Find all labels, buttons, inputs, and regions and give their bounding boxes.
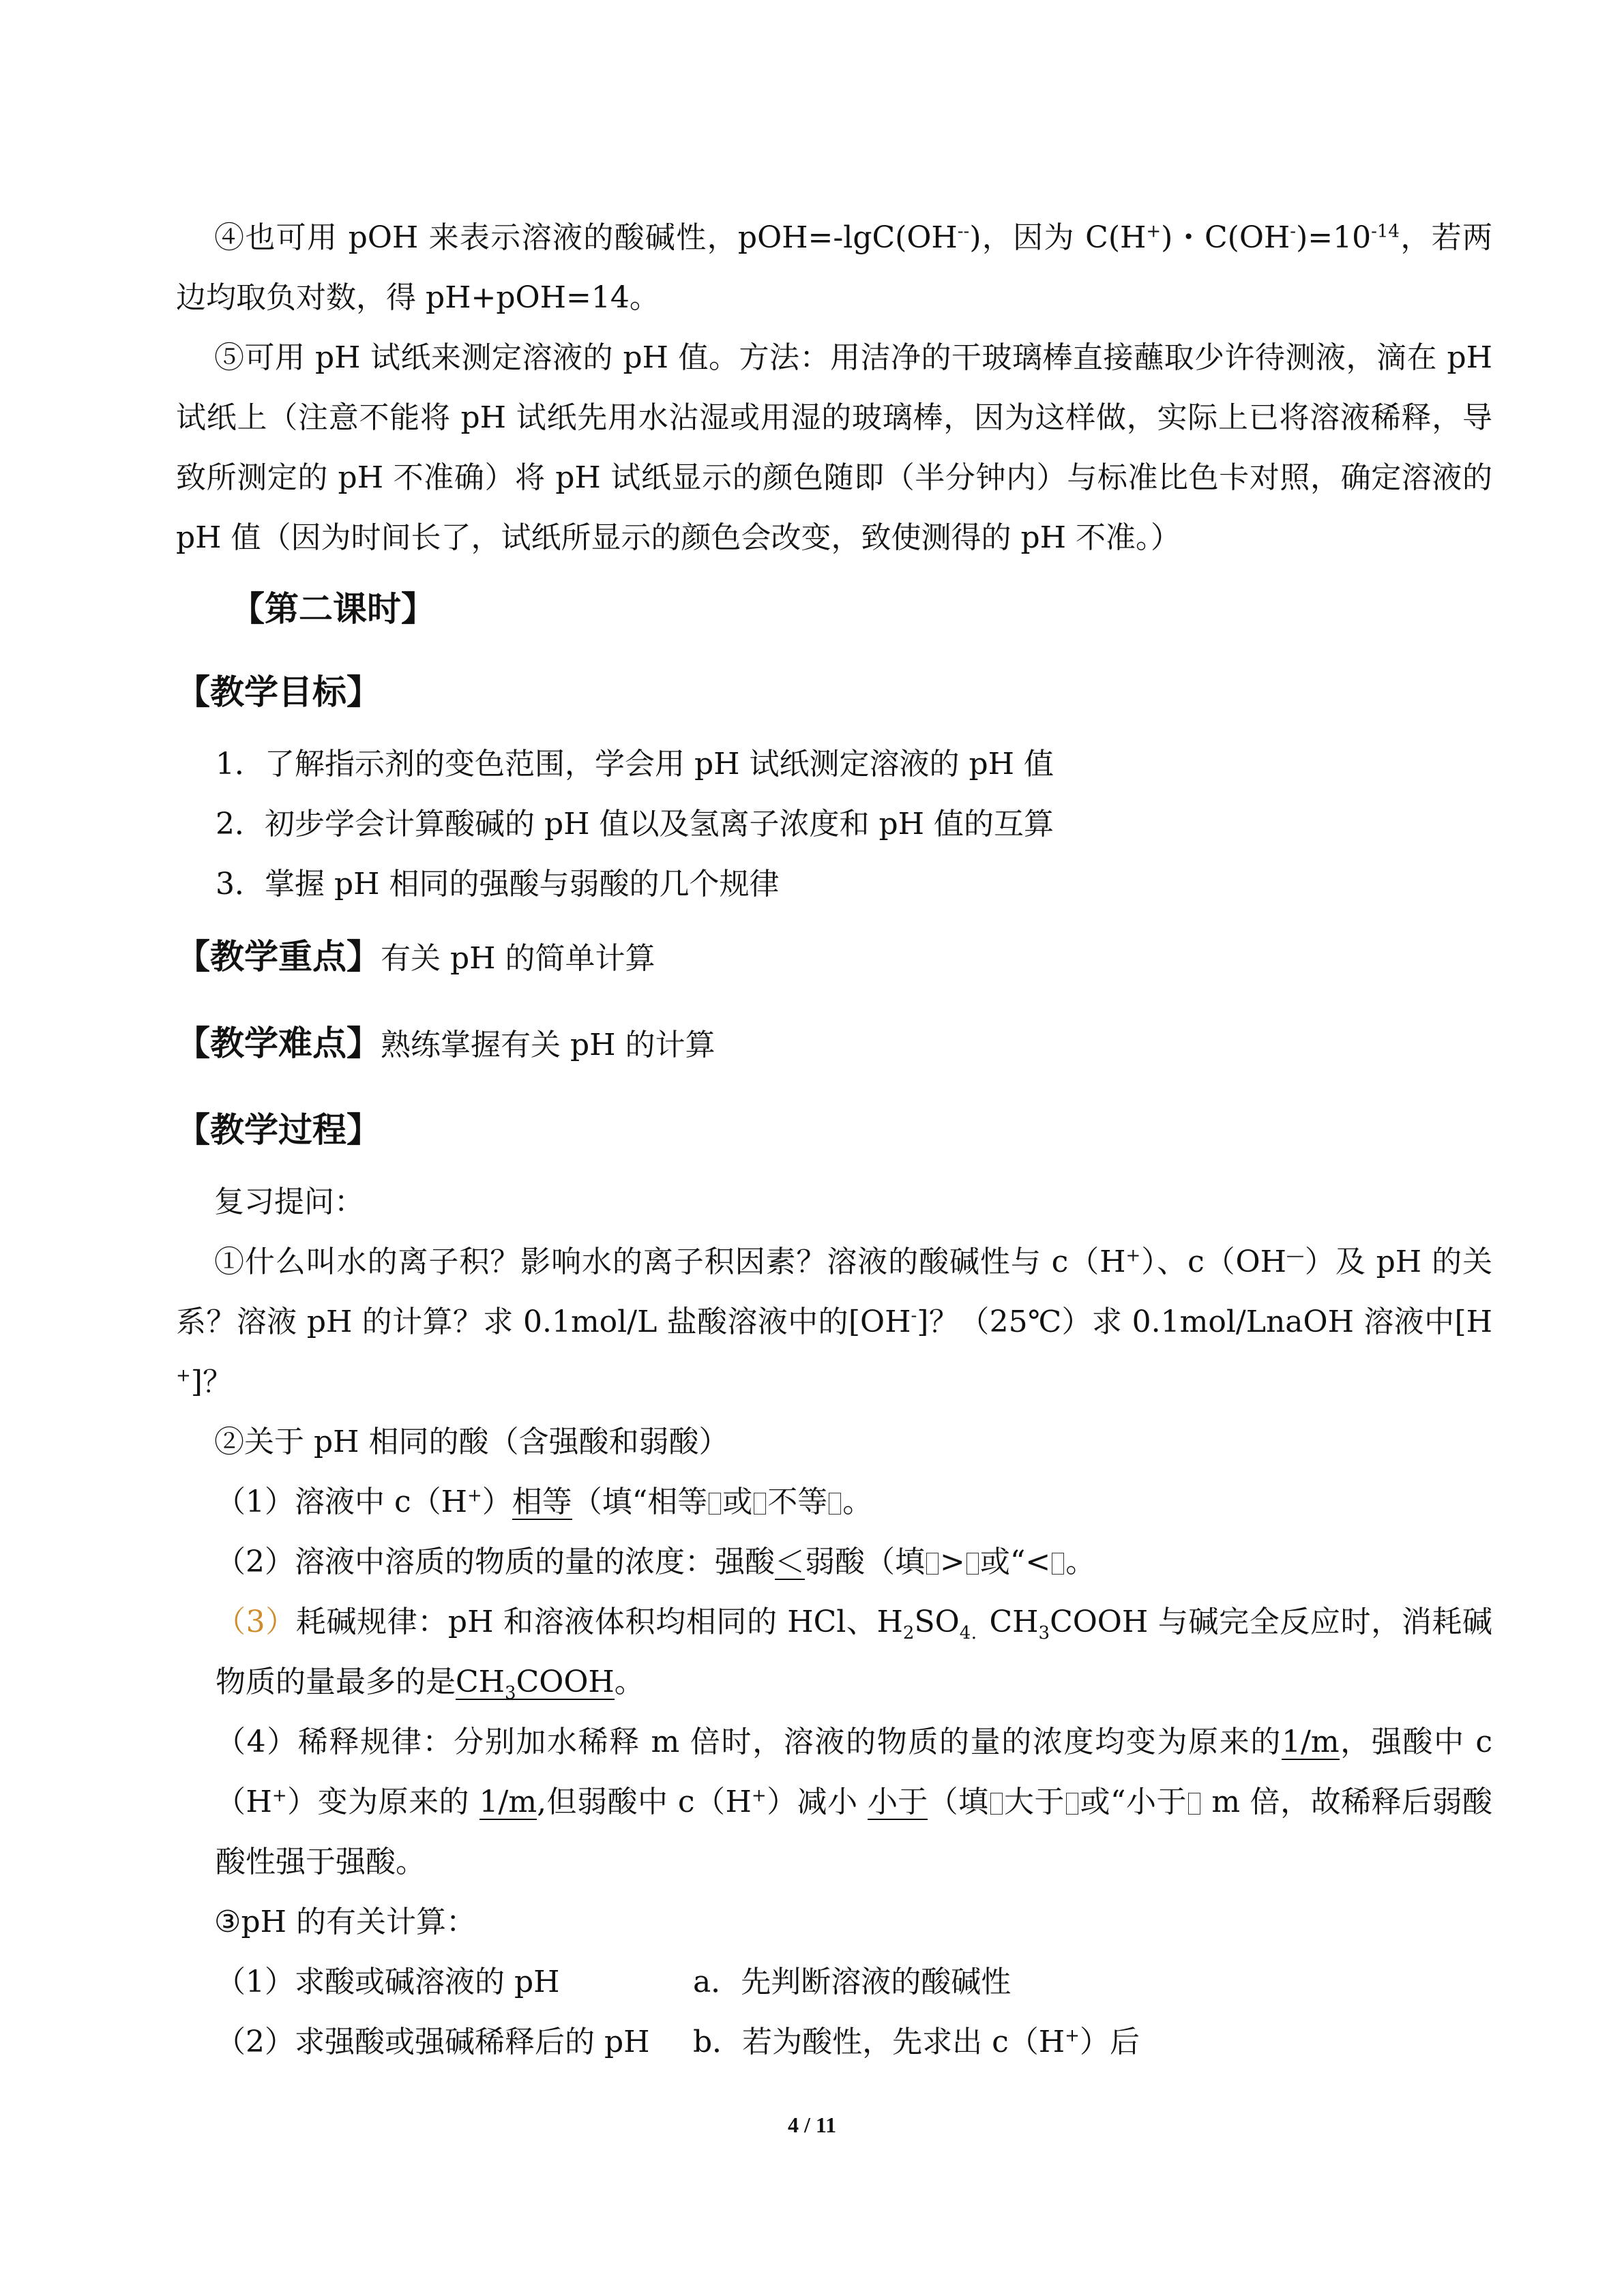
superscript: + bbox=[176, 1365, 191, 1386]
text: ）及 pH 的关系？溶液 pH 的计算？求 0.1mol/L 盐酸溶液中的[OH bbox=[176, 1244, 1492, 1339]
text: CH bbox=[456, 1665, 505, 1699]
difficult-point-text: 熟练掌握有关 pH 的计算 bbox=[381, 1028, 715, 1062]
text: COOH 与碱完全反应时，消耗碱物质的量最多的是 bbox=[216, 1605, 1492, 1699]
difficult-point-label: 【教学难点】 bbox=[176, 1023, 381, 1063]
page-number: 4 / 11 bbox=[787, 2113, 837, 2137]
answer-blank: 1/m bbox=[479, 1785, 537, 1819]
missing-glyph-box bbox=[1052, 1553, 1064, 1575]
key-point-text: 有关 pH 的简单计算 bbox=[381, 941, 655, 976]
subscript: 4． bbox=[959, 1622, 990, 1643]
calc-row bbox=[176, 2012, 1492, 2072]
calc-right bbox=[693, 2012, 1140, 2072]
text: COOH bbox=[516, 1665, 615, 1699]
text: ）后 bbox=[1079, 2025, 1140, 2059]
superscript: + bbox=[751, 1785, 767, 1806]
text: ）变为原来的 bbox=[286, 1785, 479, 1819]
text: 不等 bbox=[767, 1485, 828, 1519]
item-2 bbox=[176, 1532, 1492, 1592]
text: SO bbox=[914, 1605, 960, 1639]
calc-left: （2）求强酸或强碱稀释后的 pH bbox=[216, 2025, 650, 2059]
answer-blank: 相等 bbox=[512, 1485, 572, 1519]
missing-glyph-box bbox=[1066, 1793, 1078, 1815]
question-3-title: ③pH 的有关计算： bbox=[214, 1905, 476, 1939]
goal-item: 3．掌握 pH 相同的强酸与弱酸的几个规律 bbox=[216, 867, 780, 901]
text: 弱酸（填 bbox=[805, 1545, 925, 1579]
answer-blank bbox=[456, 1665, 615, 1703]
text: ）减小 bbox=[766, 1785, 868, 1819]
superscript: + bbox=[1065, 2025, 1080, 2046]
superscript: -- bbox=[957, 221, 970, 242]
superscript: - bbox=[1290, 221, 1297, 242]
missing-glyph-box bbox=[966, 1553, 979, 1575]
text: 。 bbox=[1065, 1545, 1096, 1579]
text: 大于 bbox=[1003, 1785, 1065, 1819]
text: ,但弱酸中 c（H bbox=[537, 1785, 752, 1819]
missing-glyph-box bbox=[709, 1493, 721, 1515]
text: 或“小于 bbox=[1080, 1785, 1187, 1819]
text: 或 bbox=[722, 1485, 753, 1519]
text: 。 bbox=[614, 1665, 645, 1699]
text: 或“< bbox=[979, 1545, 1051, 1579]
superscript: + bbox=[271, 1785, 287, 1806]
missing-glyph-box bbox=[1188, 1793, 1200, 1815]
calc-left: （1）求酸或碱溶液的 pH bbox=[216, 1965, 560, 1999]
text: （填“相等 bbox=[572, 1485, 708, 1519]
text: )・C(OH bbox=[1161, 220, 1290, 255]
text: （4）稀释规律：分别加水稀释 m 倍时，溶液的物质的量的浓度均变为原来的 bbox=[216, 1725, 1282, 1759]
paragraph-poh bbox=[176, 208, 1492, 328]
text: （2）溶液中溶质的物质的量的浓度：强酸 bbox=[216, 1545, 775, 1579]
question-2-title: ②关于 pH 相同的酸（含强酸和弱酸） bbox=[214, 1425, 729, 1459]
text: （填 bbox=[928, 1785, 989, 1819]
text: （1）溶液中 c（H bbox=[216, 1485, 467, 1519]
text: > bbox=[940, 1545, 965, 1579]
item-number: （3） bbox=[216, 1605, 296, 1639]
question-1 bbox=[176, 1232, 1492, 1412]
text: m 倍，故稀释后弱酸酸性强于强酸。 bbox=[216, 1785, 1492, 1879]
text: 。 bbox=[842, 1485, 873, 1519]
text: ①什么叫水的离子积？影响水的离子积因素？溶液的酸碱性与 c（H bbox=[214, 1244, 1126, 1279]
text: 耗碱规律：pH 和溶液体积均相同的 HCl、H bbox=[295, 1605, 903, 1639]
text: ，强酸中 c（H bbox=[216, 1725, 1492, 1819]
missing-glyph-box bbox=[926, 1553, 939, 1575]
text: ]？ bbox=[190, 1365, 233, 1399]
missing-glyph-box bbox=[990, 1793, 1003, 1815]
item-4 bbox=[176, 1712, 1492, 1892]
goal-item: 2．初步学会计算酸碱的 pH 值以及氢离子浓度和 pH 值的互算 bbox=[216, 807, 1054, 841]
subscript: 3 bbox=[505, 1682, 516, 1703]
paragraph-ph-paper: ⑤可用 pH 试纸来测定溶液的 pH 值。方法：用洁净的干玻璃棒直接蘸取少许待测液，滴在 pH 试纸上（注意不能将 pH 试纸先用水沾湿或用湿的玻璃棒，因为这样做，实际上已将溶液稀释，导致所测定的 pH 不准确）将 pH 试纸显示的颜色随即（半分钟内）与标准比色卡对照，确定溶液的 pH 值（因为时间长了，试纸所显示的颜色会改变，致使测得的 pH 不准。） bbox=[176, 340, 1492, 555]
calc-row bbox=[176, 1952, 1492, 2012]
answer-blank: 1/m bbox=[1282, 1725, 1340, 1759]
superscript: - bbox=[911, 1305, 917, 1326]
missing-glyph-box bbox=[754, 1493, 766, 1515]
superscript: + bbox=[1146, 221, 1162, 242]
superscript: — bbox=[1286, 1245, 1304, 1266]
subscript: 3 bbox=[1038, 1622, 1050, 1643]
superscript: + bbox=[1125, 1245, 1141, 1266]
text: ]？（25℃）求 0.1mol/LnaOH 溶液中[H bbox=[917, 1304, 1492, 1339]
text: )，因为 C(H bbox=[969, 220, 1147, 255]
calc-right: a．先判断溶液的酸碱性 bbox=[693, 1965, 1012, 1999]
superscript: + bbox=[467, 1485, 482, 1506]
item-3 bbox=[176, 1592, 1492, 1712]
section-title-process: 【教学过程】 bbox=[176, 1109, 381, 1150]
answer-blank: ＜ bbox=[775, 1545, 805, 1579]
superscript: -14 bbox=[1371, 221, 1400, 242]
text: b．若为酸性，先求出 c（H bbox=[693, 2025, 1065, 2059]
missing-glyph-box bbox=[829, 1493, 841, 1515]
text: ④也可用 pOH 来表示溶液的酸碱性，pOH=-lgC(OH bbox=[214, 220, 958, 255]
page-content bbox=[176, 208, 1492, 2072]
key-point-line bbox=[176, 914, 1492, 1001]
lesson-title: 【第二课时】 bbox=[231, 588, 435, 629]
subscript: 2 bbox=[902, 1622, 915, 1643]
text: )=10 bbox=[1296, 220, 1372, 255]
item-1 bbox=[176, 1472, 1492, 1532]
text: ，若两边均取负对数，得 pH+pOH=14。 bbox=[176, 220, 1492, 315]
text: CH bbox=[989, 1605, 1039, 1639]
key-point-label: 【教学重点】 bbox=[176, 936, 381, 976]
difficult-point-line bbox=[176, 1001, 1492, 1088]
section-title-goals: 【教学目标】 bbox=[176, 672, 381, 712]
goal-item: 1．了解指示剂的变色范围，学会用 pH 试纸测定溶液的 pH 值 bbox=[216, 747, 1054, 781]
review-title: 复习提问： bbox=[214, 1184, 364, 1219]
text: ） bbox=[482, 1485, 512, 1519]
text: ）、c（OH bbox=[1140, 1244, 1286, 1279]
answer-blank: 小于 bbox=[868, 1785, 928, 1819]
